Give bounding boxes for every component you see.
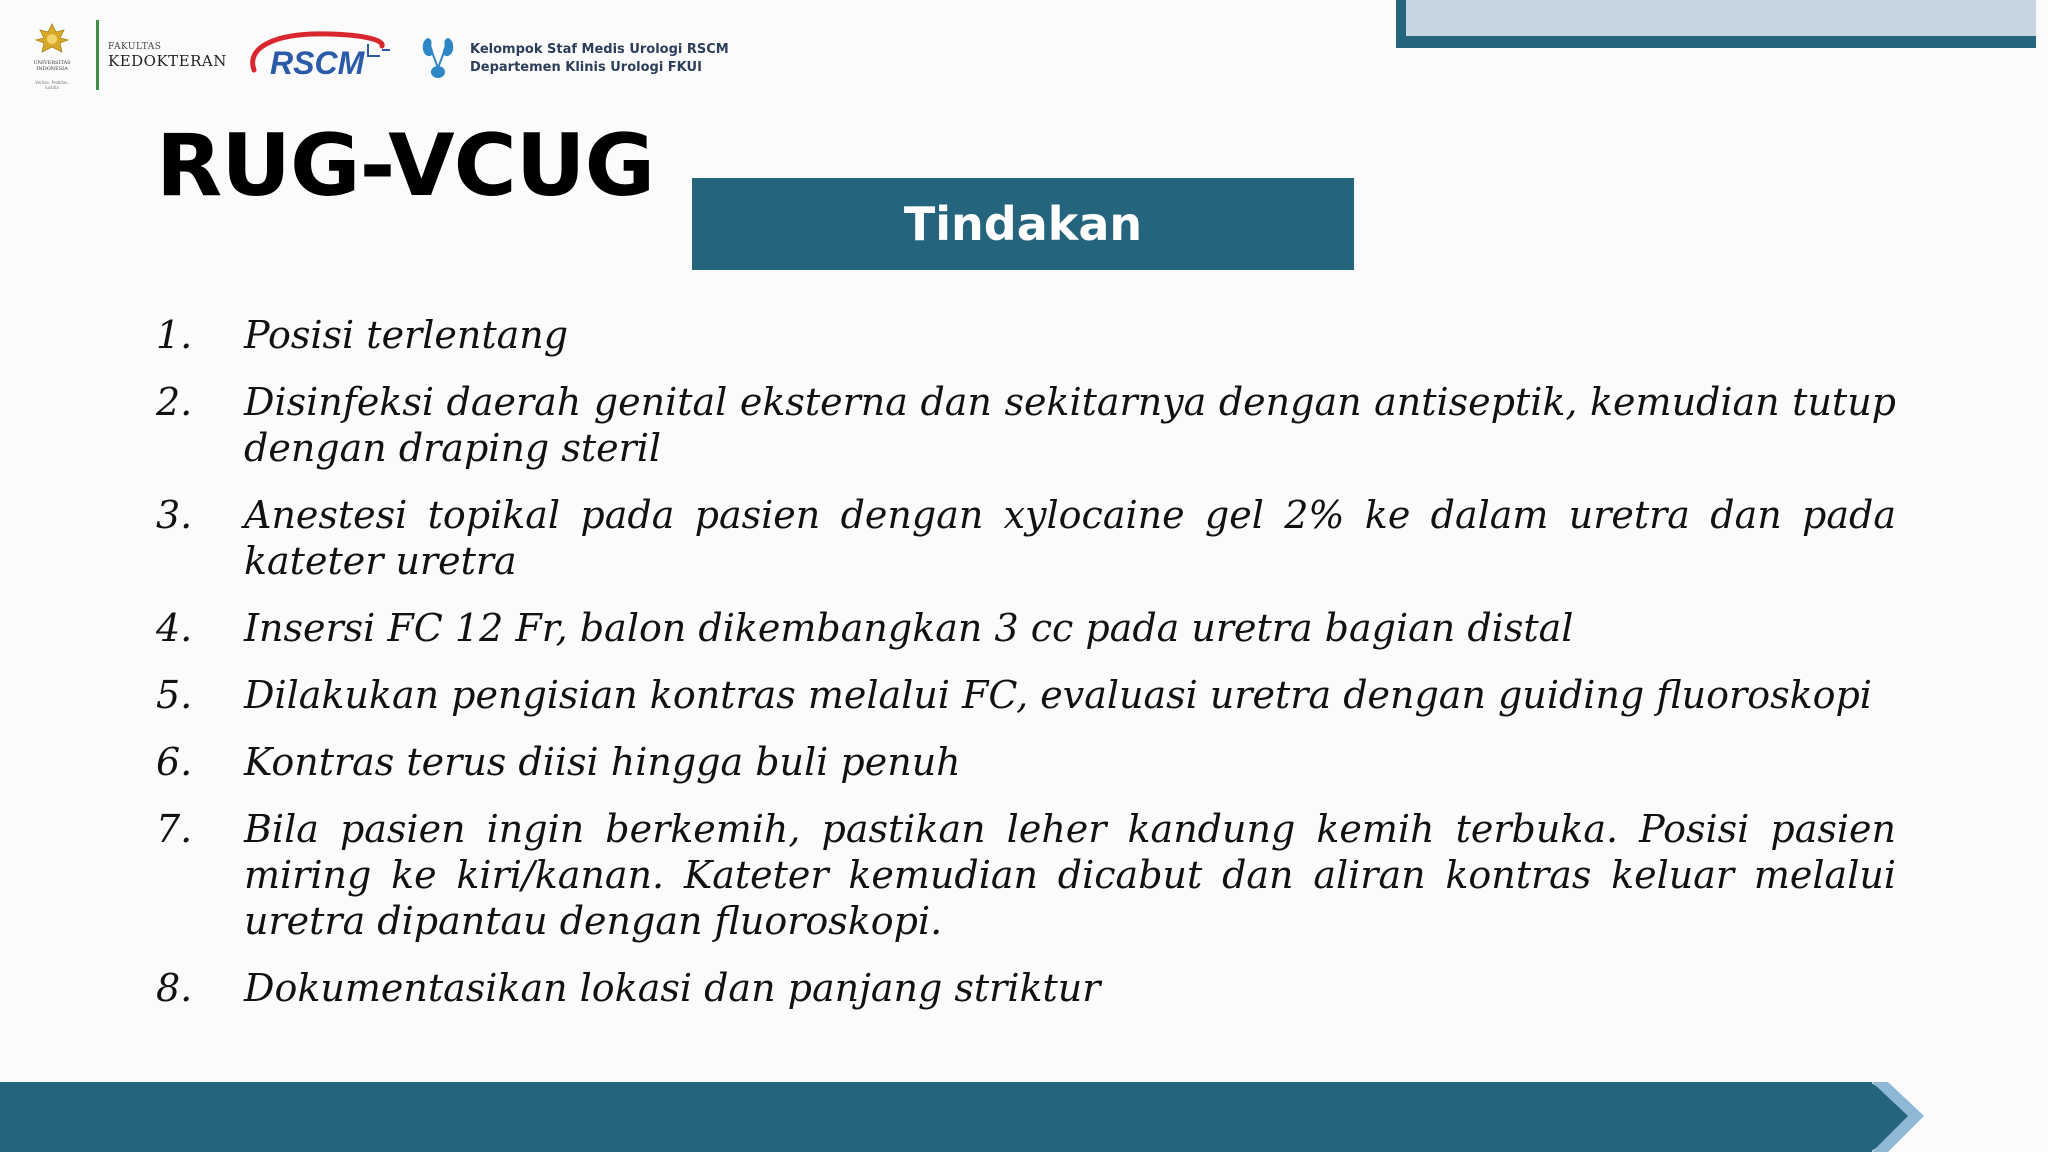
bottom-band (0, 1082, 1872, 1152)
step-number: 6. (156, 740, 193, 784)
list-item (156, 379, 1896, 471)
step-text: Insersi FC 12 Fr, balon dikembangkan 3 cc pada uretra bagian distal (244, 606, 1574, 650)
faculty-label: FAKULTAS (108, 42, 162, 52)
rscm-logo-icon (244, 26, 394, 86)
step-text: Bila pasien ingin berkemih, pastikan leher kandung kemih terbuka. Posisi pasien miring ke kiri/kanan. Kateter kemudian dicabut dan aliran kontras keluar melalui uretra dipantau dengan fluoroskopi. (244, 807, 1896, 943)
procedure-steps (156, 312, 1896, 1032)
list-item (156, 806, 1896, 944)
faculty-divider (96, 20, 99, 90)
list-item (156, 312, 1896, 358)
university-crest-icon (34, 22, 70, 56)
step-number: 1. (156, 313, 193, 357)
step-number: 4. (156, 606, 193, 650)
step-number: 8. (156, 966, 193, 1010)
kidney-logo-icon (420, 34, 456, 82)
step-number: 3. (156, 493, 193, 537)
step-text: Kontras terus diisi hingga buli penuh (244, 740, 961, 784)
rscm-wordmark: RSCM (270, 45, 365, 81)
ksm-name: Kelompok Staf Medis Urologi RSCM (470, 42, 729, 57)
top-right-accent-inner (1406, 0, 2036, 36)
step-number: 7. (156, 807, 193, 851)
section-label: Tindakan (692, 178, 1354, 270)
university-logo (28, 20, 76, 92)
list-item (156, 605, 1896, 651)
step-text: Dilakukan pengisian kontras melalui FC, evaluasi uretra dengan guiding fluoroskopi (244, 673, 1872, 717)
slide-title: RUG-VCUG (156, 116, 655, 216)
list-item (156, 672, 1896, 718)
university-tagline: Veritas, Probitas, Iustitia (35, 80, 69, 90)
list-item (156, 965, 1896, 1011)
list-item (156, 739, 1896, 785)
step-text: Disinfeksi daerah genital eksterna dan sekitarnya dengan antiseptik, kemudian tutup dengan draping steril (244, 380, 1896, 470)
step-text: Dokumentasikan lokasi dan panjang striktur (244, 966, 1101, 1010)
step-number: 2. (156, 380, 193, 424)
department-name: Departemen Klinis Urologi FKUI (470, 60, 702, 75)
university-name: UNIVERSITAS INDONESIA (33, 60, 71, 72)
faculty-name: KEDOKTERAN (108, 52, 227, 70)
step-text: Anestesi topikal pada pasien dengan xylocaine gel 2% ke dalam uretra dan pada kateter uretra (244, 493, 1896, 583)
list-item (156, 492, 1896, 584)
step-number: 5. (156, 673, 193, 717)
step-text: Posisi terlentang (244, 313, 569, 357)
